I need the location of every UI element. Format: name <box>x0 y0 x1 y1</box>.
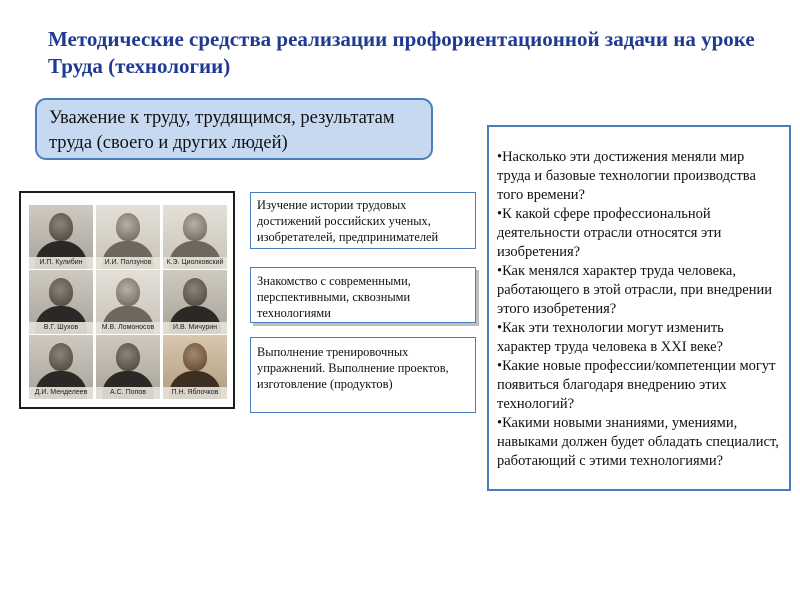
portrait-caption: П.Н. Яблочков <box>163 387 227 399</box>
portrait-polzunov <box>96 205 160 269</box>
question-item: •Какие новые профессии/компетенции могут появиться благодаря внедрению этих технологий? <box>497 358 776 412</box>
portrait-collage <box>19 191 235 409</box>
portrait-lomonosov <box>96 270 160 334</box>
question-item: •Как менялся характер труда человека, работающего в этой отрасли, при внедрении этого изобретения? <box>497 263 772 317</box>
portrait-kulibin <box>29 205 93 269</box>
portrait-tsiolkovsky <box>163 205 227 269</box>
question-item: •Какими новыми знаниями, умениями, навыками должен будет обладать специалист, работающий с этими технологиями? <box>497 415 779 469</box>
step-history-box: Изучение истории трудовых достижений российских ученых, изобретателей, предпринимателей <box>250 192 476 249</box>
portrait-caption: И.И. Ползунов <box>96 257 160 269</box>
portrait-caption: В.Г. Шухов <box>29 322 93 334</box>
portrait-shukhov <box>29 270 93 334</box>
respect-for-labor-box: Уважение к труду, трудящимся, результатам труда (своего и других людей) <box>35 98 433 160</box>
portrait-caption: И.П. Кулибин <box>29 257 93 269</box>
step-projects-box: Выполнение тренировочных упражнений. Выполнение проектов, изготовление (продуктов) <box>250 337 476 413</box>
portrait-caption: Д.И. Менделеев <box>29 387 93 399</box>
step-technologies-box: Знакомство с современными, перспективными, сквозными технологиями <box>250 267 476 323</box>
portrait-caption: А.С. Попов <box>96 387 160 399</box>
portrait-caption: И.В. Мичурин <box>163 322 227 334</box>
slide-title: Методические средства реализации профориентационной задачи на уроке Труда (технологии) <box>48 27 755 78</box>
portrait-caption: М.В. Ломоносов <box>96 322 160 334</box>
question-item: •Как эти технологии могут изменить характер труда человека в XXI веке? <box>497 320 724 355</box>
question-item: •К какой сфере профессиональной деятельности отрасли относятся эти изобретения? <box>497 206 722 260</box>
portrait-mendeleev <box>29 335 93 399</box>
questions-box <box>487 125 791 491</box>
question-item: •Насколько эти достижения меняли мир труда и базовые технологии производства того времени? <box>497 149 756 203</box>
portrait-popov <box>96 335 160 399</box>
portrait-caption: К.Э. Циолковский <box>163 257 227 269</box>
portrait-yablochkov <box>163 335 227 399</box>
portrait-michurin <box>163 270 227 334</box>
